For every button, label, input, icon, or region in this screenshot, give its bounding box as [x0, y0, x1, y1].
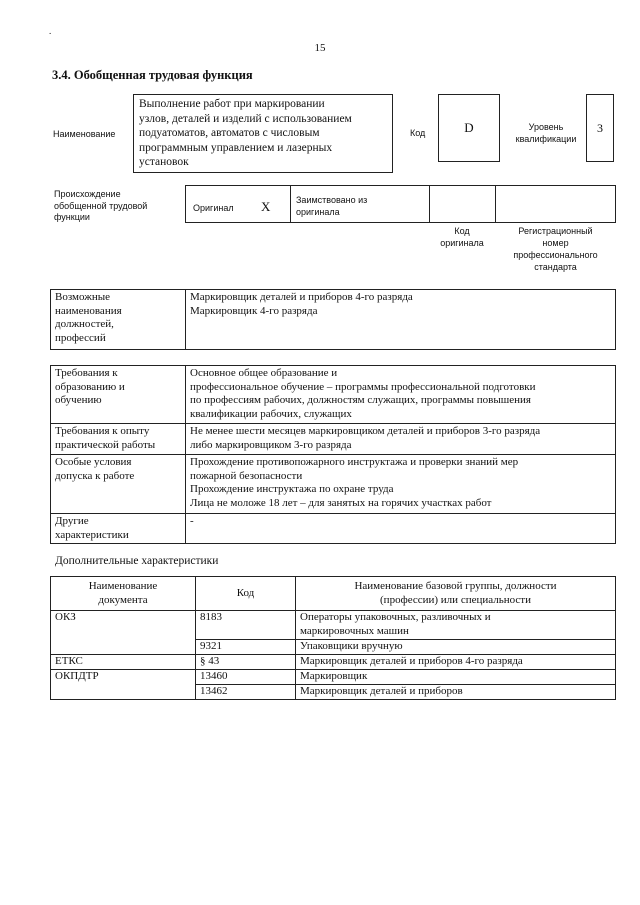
level-value-box: [586, 94, 614, 162]
header-group: [296, 577, 616, 611]
experience-label: [51, 424, 186, 455]
code-value-box: [438, 94, 500, 162]
education-value: [186, 366, 616, 424]
requirement-value-line: профессиональное обучение – программы профессиональной подготовки: [190, 380, 536, 393]
caption-line: номер: [542, 238, 569, 248]
origin-label: [54, 189, 147, 224]
requirement-value-line: Лица не моложе 18 лет – для занятых на горячих участках работ: [190, 496, 492, 509]
name-cell: Маркировщик деталей и приборов: [296, 685, 616, 700]
doc-cell: ОКПДТР: [51, 670, 196, 700]
function-name-line: узлов, деталей и изделий с использованием: [139, 112, 352, 125]
code-cell: 13460: [196, 670, 296, 685]
name-label: Наименование: [53, 129, 116, 139]
name-line: Операторы упаковочных, разливочных и: [300, 611, 491, 623]
education-label: [51, 366, 186, 424]
page-number: 15: [314, 42, 326, 54]
stray-mark: .: [49, 26, 52, 36]
additional-title: Дополнительные характеристики: [55, 555, 219, 567]
code-cell: § 43: [196, 655, 296, 670]
caption-line: оригинала: [440, 238, 484, 248]
requirement-value-line: Прохождение инструктажа по охране труда: [190, 483, 394, 495]
caption-line: стандарта: [534, 262, 577, 272]
other-characteristics-label: [51, 514, 186, 544]
requirement-value-line: квалификации рабочих, служащих: [190, 407, 352, 420]
header-line: документа: [98, 593, 148, 606]
requirement-value-line: Основное общее образование и: [190, 367, 338, 379]
requirement-value-line: -: [190, 515, 194, 527]
other-characteristics-value: [186, 514, 616, 544]
requirement-value-line: Не менее шести месяцев маркировщиком деталей и приборов 3-го разряда: [190, 425, 541, 437]
code-cell: 9321: [196, 640, 296, 655]
header-line: Наименование: [88, 580, 158, 592]
requirement-label-line: характеристики: [55, 528, 129, 541]
requirement-value-line: пожарной безопасности: [190, 469, 303, 482]
name-cell: Маркировщик: [296, 670, 616, 685]
code-label: Код: [410, 128, 426, 138]
requirements-table: [50, 365, 616, 544]
requirement-value-line: Прохождение противопожарного инструктажа и проверки знаний мер: [190, 456, 519, 468]
positions-label: [51, 290, 186, 350]
header-code: Код: [196, 577, 296, 611]
caption-line: профессионального: [513, 250, 598, 260]
code-value: D: [464, 120, 474, 135]
requirement-label-line: допуска к работе: [55, 469, 135, 482]
header-doc: [51, 577, 196, 611]
level-label-line: Уровень: [528, 122, 564, 132]
origin-label-line: Происхождение: [54, 189, 121, 199]
positions-label-line: профессий: [55, 331, 106, 344]
section-title: 3.4. Обобщенная трудовая функция: [52, 68, 253, 82]
borrowed-label-line: Заимствовано из: [296, 195, 368, 205]
requirement-label-line: образованию и: [55, 380, 125, 393]
requirement-value-line: по профессиям рабочих, должностям служащих, программы повышения: [190, 394, 531, 406]
experience-value: [186, 424, 616, 455]
positions-table: [50, 289, 616, 350]
doc-cell: ОКЗ: [51, 611, 196, 655]
position-value: Маркировщик 4-го разряда: [190, 304, 318, 317]
function-name-line: программным управлением и лазерных: [139, 141, 333, 154]
requirement-label-line: Требования к опыту: [55, 425, 150, 437]
positions-values: [186, 290, 616, 350]
name-line: маркировочных машин: [300, 624, 409, 637]
code-original-caption: [429, 225, 495, 249]
requirement-value-line: либо маркировщиком 3-го разряда: [190, 438, 352, 451]
function-name-line: подуатоматов, автоматов с числовым: [139, 127, 320, 139]
special-conditions-value: [186, 455, 616, 514]
origin-label-line: функции: [54, 212, 90, 222]
requirement-label-line: обучению: [55, 394, 102, 406]
position-value: Маркировщик деталей и приборов 4-го разряда: [190, 291, 413, 303]
requirement-label-line: Другие: [55, 515, 89, 527]
level-value: 3: [597, 121, 603, 135]
level-label-line: квалификации: [515, 134, 577, 144]
positions-label-line: наименования: [55, 304, 122, 317]
level-label: [505, 121, 587, 145]
origin-grid: [185, 185, 616, 223]
code-cell: 8183: [196, 611, 296, 640]
caption-line: Код: [454, 226, 470, 236]
requirement-label-line: Требования к: [55, 367, 118, 379]
borrowed-label: [296, 194, 367, 218]
function-name-box: [133, 94, 393, 173]
reg-number-caption: [495, 225, 616, 273]
requirement-label-line: Особые условия: [55, 456, 132, 468]
special-conditions-label: [51, 455, 186, 514]
origin-label-line: обобщенной трудовой: [54, 200, 148, 211]
header-line: (профессии) или специальности: [380, 593, 531, 606]
borrowed-label-line: оригинала: [296, 207, 340, 217]
name-cell: [296, 611, 616, 640]
name-cell: Упаковщики вручную: [296, 640, 616, 655]
original-mark: X: [261, 199, 271, 214]
positions-label-line: Возможные: [55, 291, 110, 303]
additional-table: [50, 576, 616, 700]
requirement-label-line: практической работы: [55, 438, 156, 451]
positions-label-line: должностей,: [55, 318, 114, 330]
code-cell: 13462: [196, 685, 296, 700]
name-cell: Маркировщик деталей и приборов 4-го разряда: [296, 655, 616, 670]
original-label: Оригинал: [193, 203, 234, 213]
function-name-line: установок: [139, 156, 189, 168]
function-name-line: Выполнение работ при маркировании: [139, 98, 325, 110]
caption-line: Регистрационный: [518, 226, 593, 236]
header-line: Наименование базовой группы, должности: [354, 580, 557, 592]
doc-cell: ЕТКС: [51, 655, 196, 670]
